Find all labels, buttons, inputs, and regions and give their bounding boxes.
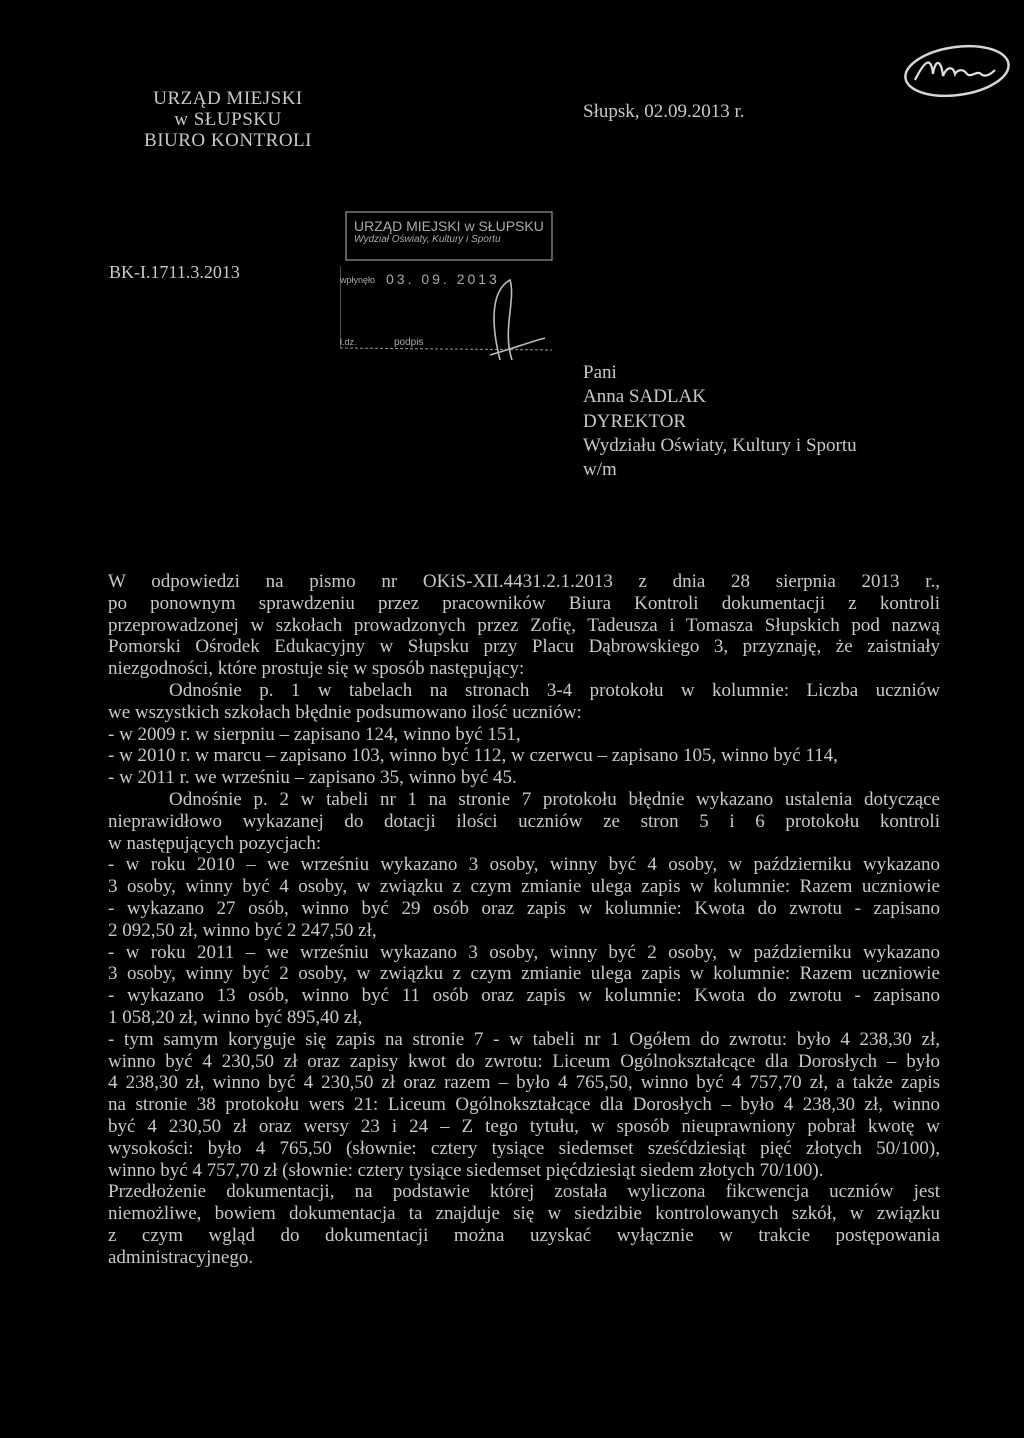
stamp-department: Wydział Oświaty, Kultury i Sportu: [354, 234, 501, 245]
recipient-line-4: Wydziału Oświaty, Kultury i Sportu: [583, 434, 857, 456]
body-line: przeprowadzonej w szkołach prowadzonych przez Zofię, Tadeusza i Tomasza Słupskich pod nazwą: [108, 614, 940, 636]
body-line: z czym wgląd do dokumentacji można uzyskać wyłącznie w trakcie postępowania: [108, 1224, 940, 1246]
body-line: w następujących pozycjach:: [108, 832, 322, 854]
body-line: - w roku 2010 – we wrześniu wykazano 3 osoby, winny być 4 osoby, w październiku wykazano: [108, 854, 940, 876]
issuer-header: [108, 88, 348, 151]
body-line: - wykazano 27 osób, winno być 29 osób oraz zapis w kolumnie: Kwota do zwrotu - zapisano: [108, 897, 940, 919]
body-line: administracyjnego.: [108, 1246, 254, 1268]
body-line: być 4 230,50 zł oraz wersy 23 i 24 – Z tego tytułu, w sposób nieuprawniony pobrał kwotę w: [108, 1115, 940, 1137]
recipient-line-3: DYREKTOR: [583, 410, 687, 432]
body-line: po ponownym sprawdzeniu przez pracowników Biura Kontroli dokumentacji z kontroli: [108, 592, 940, 614]
body-line: winno być 4 230,50 zł oraz zapisy kwot do zwrotu: Liceum Ogólnokształcące dla Dorosłych – było: [108, 1050, 940, 1072]
body-line: niemożliwe, bowiem dokumentacja ta znajduje się w siedzibie kontrolowanych szkół, w związku: [108, 1203, 940, 1225]
issuer-line-3: BIURO KONTROLI: [144, 130, 312, 151]
letter-body: [108, 571, 940, 1269]
body-line: Pomorski Ośrodek Edukacyjny w Słupsku przy Placu Dąbrowskiego 3, przyznaję, że zaistniały: [108, 636, 940, 658]
body-line: W odpowiedzi na pismo nr OKiS-XII.4431.2.1.2013 z dnia 28 sierpnia 2013 r.,: [108, 571, 940, 592]
body-line: - wykazano 13 osób, winno być 11 osób oraz zapis w kolumnie: Kwota do zwrotu - zapisano: [108, 985, 940, 1007]
stamp-office: URZĄD MIEJSKI w SŁUPSKU: [354, 218, 544, 234]
body-line: Przedłożenie dokumentacji, na podstawie której została wyliczona fikcwencja uczniów jest: [108, 1181, 940, 1203]
body-line: 4 238,30 zł, winno być 4 230,50 zł oraz razem – było 4 765,50, winno być 4 757,70 zł, a także zapis: [108, 1072, 940, 1094]
body-line: 1 058,20 zł, winno być 895,40 zł,: [108, 1006, 363, 1028]
body-line: 3 osoby, winny być 2 osoby, w związku z czym zmianie ulega zapis w kolumnie: Razem uczniowie: [108, 963, 940, 985]
recipient-line-5: w/m: [583, 459, 617, 481]
body-line: Odnośnie p. 2 w tabeli nr 1 na stronie 7 protokołu błędnie wykazano ustalenia dotyczące: [169, 788, 940, 810]
place-and-date: Słupsk, 02.09.2013 r.: [583, 101, 745, 122]
stamp-sign-label: podpis: [394, 337, 424, 348]
body-line: 3 osoby, winny być 4 osoby, w związku z czym zmianie ulega zapis w kolumnie: Razem uczniowie: [108, 876, 940, 898]
body-line: wysokości: było 4 765,50 (słownie: cztery tysiące siedemset sześćdziesiąt pięć złotych 50/100),: [108, 1137, 940, 1159]
recipient-line-2: Anna SADLAK: [583, 386, 706, 408]
issuer-line-2: w SŁUPSKU: [174, 109, 282, 130]
stamp-ldz-label: l.dz.: [340, 337, 357, 347]
reference-number: BK-I.1711.3.2013: [109, 262, 240, 282]
body-line: nieprawidłowo wykazanej do dotacji ilości uczniów ze stron 5 i 6 protokołu kontroli: [108, 810, 940, 832]
body-line: - w 2011 r. we wrześniu – zapisano 35, winno być 45.: [108, 767, 517, 789]
body-line: Odnośnie p. 1 w tabelach na stronach 3-4 protokołu w kolumnie: Liczba uczniów: [169, 679, 940, 701]
body-line: niezgodności, które prostuje się w sposób następujący:: [108, 658, 525, 680]
body-line: winno być 4 757,70 zł (słownie: cztery tysiące siedemset pięćdziesiąt siedem złotych 70/100).: [108, 1159, 824, 1181]
body-line: na stronie 38 protokołu wers 21: Liceum Ogólnokształcące dla Dorosłych – było 4 238,30 zł, winno: [108, 1094, 940, 1116]
recipient-line-1: Pani: [583, 362, 617, 383]
stamp-received-date: 03. 09. 2013: [386, 271, 500, 287]
body-line: - tym samym koryguje się zapis na stronie 7 - w tabeli nr 1 Ogółem do zwrotu: było 4 238,30 zł,: [108, 1028, 940, 1050]
body-line: - w 2009 r. w sierpniu – zapisano 124, winno być 151,: [108, 723, 521, 745]
stamp-received-label: wpłynęło: [340, 275, 376, 285]
issuer-line-1: URZĄD MIEJSKI: [153, 88, 303, 109]
receipt-stamp: [340, 210, 554, 360]
body-line: 2 092,50 zł, winno być 2 247,50 zł,: [108, 919, 377, 941]
handwritten-initials-mark: [897, 40, 1013, 100]
body-line: - w roku 2011 – we wrześniu wykazano 3 osoby, winny być 2 osoby, w październiku wykazano: [108, 941, 940, 963]
recipient-address: [583, 361, 857, 482]
body-line: - w 2010 r. w marcu – zapisano 103, winno być 112, w czerwcu – zapisano 105, winno być 114,: [108, 745, 838, 767]
body-line: we wszystkich szkołach błędnie podsumowano ilość uczniów:: [108, 701, 582, 723]
